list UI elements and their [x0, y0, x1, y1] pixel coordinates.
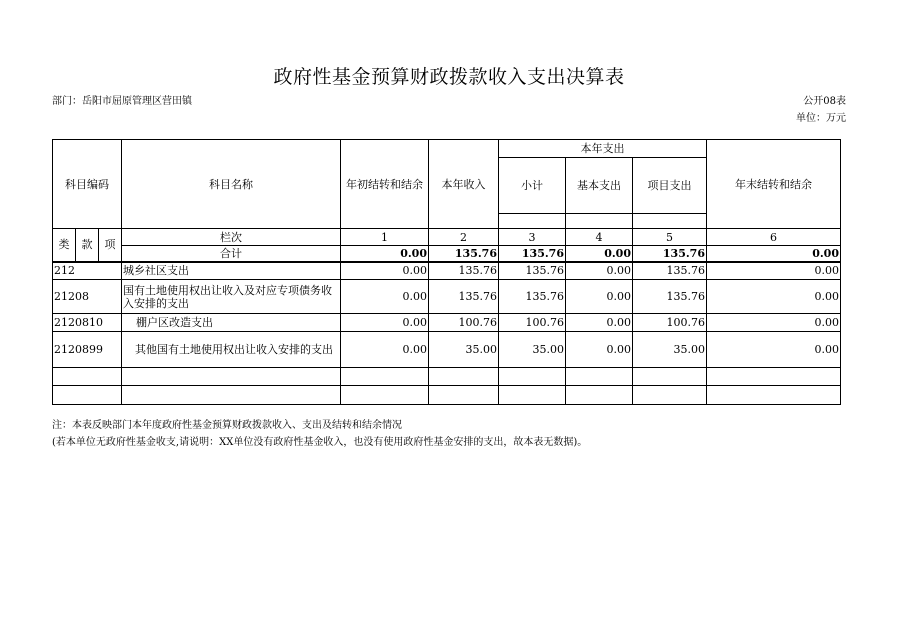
- col-num-3: 3: [499, 229, 566, 246]
- col-num-4: 4: [566, 229, 633, 246]
- header-lei: 类: [53, 229, 76, 262]
- row-project: 135.76: [633, 262, 707, 280]
- header-basic: 基本支出: [566, 158, 633, 214]
- header-subtotal: 小计: [499, 158, 566, 214]
- row-income: 35.00: [429, 332, 499, 368]
- row-basic: 0.00: [566, 262, 633, 280]
- row-closing: 0.00: [707, 262, 841, 280]
- form-number: 公开08表: [803, 96, 846, 107]
- row-project: 100.76: [633, 314, 707, 332]
- row-closing: 0.00: [707, 314, 841, 332]
- header-closing: 年末结转和结余: [707, 140, 841, 229]
- table-row: [53, 332, 841, 368]
- total-label: 合计: [122, 246, 341, 262]
- header-xiang: 项: [99, 229, 122, 262]
- header-expense-group: 本年支出: [499, 140, 707, 158]
- header-code: 科目编码: [53, 140, 122, 229]
- total-basic: 0.00: [566, 246, 633, 262]
- footnote: (若本单位无政府性基金收支,请说明：XX单位没有政府性基金收入，也没有使用政府性基金安排的支出，故本表无数据)。: [52, 437, 588, 448]
- total-row: [53, 246, 841, 262]
- header-project: 项目支出: [633, 158, 707, 214]
- empty-row: [53, 386, 841, 405]
- page-title: 政府性基金预算财政拨款收入支出决算表: [273, 66, 625, 88]
- row-subtotal: 135.76: [499, 280, 566, 314]
- header-lanci: 栏次: [122, 229, 341, 246]
- col-num-5: 5: [633, 229, 707, 246]
- table-row: [53, 280, 841, 314]
- empty-row: [53, 368, 841, 386]
- row-project: 35.00: [633, 332, 707, 368]
- row-code: 21208: [53, 280, 122, 314]
- header-project-spacer: [633, 214, 707, 229]
- table-row: [53, 314, 841, 332]
- row-income: 135.76: [429, 262, 499, 280]
- row-opening: 0.00: [341, 262, 429, 280]
- unit-label: 单位：万元: [796, 113, 846, 124]
- row-income: 100.76: [429, 314, 499, 332]
- header-name: 科目名称: [122, 140, 341, 229]
- header-opening: 年初结转和结余: [341, 140, 429, 229]
- row-closing: 0.00: [707, 280, 841, 314]
- total-project: 135.76: [633, 246, 707, 262]
- row-basic: 0.00: [566, 314, 633, 332]
- row-code: 212: [53, 262, 122, 280]
- department-label: 部门：岳阳市屈原管理区营田镇: [52, 96, 192, 107]
- table-row: [53, 262, 841, 280]
- total-income: 135.76: [429, 246, 499, 262]
- col-num-2: 2: [429, 229, 499, 246]
- header-basic-spacer: [566, 214, 633, 229]
- row-name: 其他国有土地使用权出让收入安排的支出: [122, 332, 341, 368]
- header-income: 本年收入: [429, 140, 499, 229]
- row-income: 135.76: [429, 280, 499, 314]
- row-opening: 0.00: [341, 314, 429, 332]
- header-subtotal-spacer: [499, 214, 566, 229]
- row-name: 城乡社区支出: [122, 262, 341, 280]
- row-code: 2120810: [53, 314, 122, 332]
- row-name: 国有土地使用权出让收入及对应专项债务收入安排的支出: [122, 280, 341, 314]
- col-num-6: 6: [707, 229, 841, 246]
- row-closing: 0.00: [707, 332, 841, 368]
- col-num-1: 1: [341, 229, 429, 246]
- row-basic: 0.00: [566, 332, 633, 368]
- budget-table: [52, 139, 841, 405]
- row-project: 135.76: [633, 280, 707, 314]
- total-closing: 0.00: [707, 246, 841, 262]
- row-subtotal: 135.76: [499, 262, 566, 280]
- row-name: 棚户区改造支出: [122, 314, 341, 332]
- total-subtotal: 135.76: [499, 246, 566, 262]
- row-subtotal: 100.76: [499, 314, 566, 332]
- footnote: 注：本表反映部门本年度政府性基金预算财政拨款收入、支出及结转和结余情况: [52, 420, 402, 431]
- row-basic: 0.00: [566, 280, 633, 314]
- row-opening: 0.00: [341, 332, 429, 368]
- row-subtotal: 35.00: [499, 332, 566, 368]
- row-code: 2120899: [53, 332, 122, 368]
- header-kuan: 款: [76, 229, 99, 262]
- total-opening: 0.00: [341, 246, 429, 262]
- row-opening: 0.00: [341, 280, 429, 314]
